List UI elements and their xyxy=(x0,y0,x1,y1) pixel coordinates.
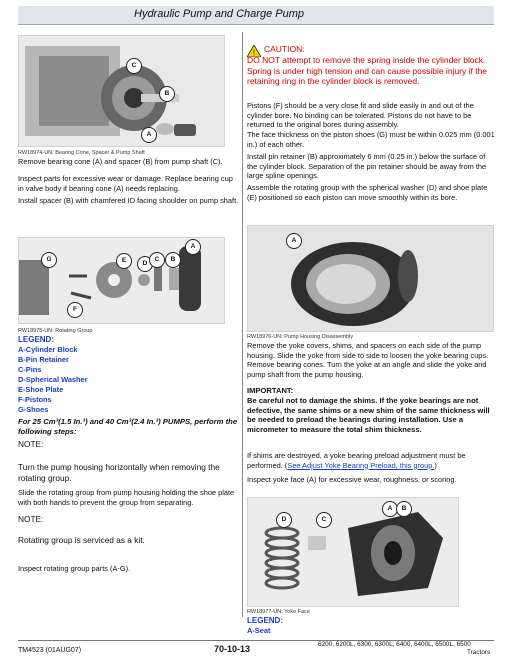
assemble-paragraph: Assemble the rotating group with the spherical washer (D) and shoe plate (E) positioned so each piston can move smoothly within its bore. xyxy=(247,183,488,202)
caution-text: DO NOT attempt to remove the spring inside the cylinder block. Spring is under high tension and can cause possible injury if the retaining ring in the cylinder block is removed. xyxy=(247,55,488,86)
figure-caption: RW18977-UN: Yoke Face xyxy=(247,609,310,615)
callout-G: G xyxy=(41,252,57,268)
legend-item: C-Pins xyxy=(18,365,42,374)
footer-page-number: 70-10-13 xyxy=(214,644,251,654)
adjust-yoke-preload-link[interactable]: See Adjust Yoke Bearing Preload, this group. xyxy=(287,460,435,470)
note-text: Turn the pump housing horizontally when removing the rotating group. xyxy=(18,462,220,483)
instruction-remove-bearing: Remove bearing cone (A) and spacer (B) from pump shaft (C). xyxy=(18,157,223,166)
callout-B: B xyxy=(159,86,175,102)
legend-item: A-Seat xyxy=(247,626,271,635)
figure-rotating-group xyxy=(18,237,225,324)
figure-caption: RW18974-UN: Bearing Cone, Spacer & Pump Shaft xyxy=(18,150,145,156)
legend-item: E-Shoe Plate xyxy=(18,385,64,394)
callout-B: B xyxy=(165,252,181,268)
bearing-cone-illustration xyxy=(19,36,224,146)
figure-bearing-cone xyxy=(18,35,225,147)
pistons-paragraph: Pistons (F) should be a very close fit and slide easily in and out of the cylinder bore. No binding can be tolerated. Pistons do not have to be returned to the original bores during assembly. xyxy=(247,101,474,130)
legend-title: LEGEND: xyxy=(18,335,54,344)
legend-item: G-Shoes xyxy=(18,405,49,414)
pump-size-heading: For 25 Cm³(1.5 In.³) and 40 Cm³(2.4 In.³) PUMPS, perform the following steps: xyxy=(18,417,238,436)
figure-pump-housing xyxy=(247,225,494,332)
shims-text-end: ) xyxy=(434,460,437,470)
instruction-inspect-rotating-group: Inspect rotating group parts (A-G). xyxy=(18,564,131,573)
page-title: Hydraulic Pump and Charge Pump xyxy=(134,8,304,20)
callout-D: D xyxy=(276,512,292,528)
footer-models: 6200, 6200L, 6300, 6300L, 6400, 6400L, 6500L, 6500 xyxy=(318,641,471,648)
note-label: NOTE: xyxy=(18,439,44,449)
callout-F: F xyxy=(67,302,83,318)
figure-caption: RW18976-UN: Pump Housing Disassembly xyxy=(247,334,353,340)
shims-text: If shims are destroyed, a yoke bearing preload adjustment must be performed. ( xyxy=(247,451,466,470)
remove-yoke-paragraph: Remove the yoke covers, shims, and spacers on each side of the pump housing. Slide the yoke from side to side to loosen the yoke bearing cups. Remove bearing cones. Turn the yoke at an angle and slide the yoke and pump shaft from the pump housing. xyxy=(247,341,489,379)
callout-A: A xyxy=(382,501,398,517)
figure-yoke-face xyxy=(247,497,459,607)
legend-item: F-Pistons xyxy=(18,395,52,404)
legend-title: LEGEND: xyxy=(247,616,283,625)
instruction-inspect-parts: Inspect parts for excessive wear or damage. Replace bearing cup in valve body if bearing cone (A) needs replacing. xyxy=(18,174,233,193)
important-text: Be careful not to damage the shims. If the yoke bearings are not defective, the same shims or a new shim of the same thickness will be needed to preload the bearings during installation. Use a micrometer to measure the total shim thickness. xyxy=(247,396,490,434)
pump-housing-illustration xyxy=(248,226,493,331)
instruction-install-spacer: Install spacer (B) with chamfered ID facing shoulder on pump shaft. xyxy=(18,196,239,205)
shims-destroyed-paragraph xyxy=(247,451,495,470)
callout-B: B xyxy=(396,501,412,517)
figure-caption: RW18975-UN: Rotating Group xyxy=(18,328,93,334)
inspect-yoke-paragraph: Inspect yoke face (A) for excessive wear, roughness, or scoring. xyxy=(247,475,457,484)
footer-tractors: Tractors xyxy=(467,649,491,656)
callout-C: C xyxy=(149,252,165,268)
footer-doc-id: TM4523 (01AUG07) xyxy=(18,647,82,654)
legend-item: B-Pin Retainer xyxy=(18,355,69,364)
caution-title: CAUTION: xyxy=(264,44,305,54)
callout-A: A xyxy=(185,239,201,255)
note-label: NOTE: xyxy=(18,514,44,524)
note-text: Rotating group is serviced as a kit. xyxy=(18,535,145,545)
legend-item: A-Cylinder Block xyxy=(18,345,78,354)
pin-retainer-paragraph: Install pin retainer (B) approximately 6 mm (0.25 in.) below the surface of the cylinder block. Separation of the pin retainer should be away from the large spline openings. xyxy=(247,152,487,181)
svg-text:!: ! xyxy=(252,48,256,57)
face-thickness-paragraph: The face thickness on the piston shoes (G) must be within 0.025 mm (0.001 in.) of each other. xyxy=(247,130,495,149)
legend-item: D-Spherical Washer xyxy=(18,375,88,384)
callout-D: D xyxy=(137,256,153,272)
column-divider xyxy=(242,32,243,617)
callout-C: C xyxy=(126,58,142,74)
important-label: IMPORTANT: xyxy=(247,386,294,395)
callout-C: C xyxy=(316,512,332,528)
callout-A: A xyxy=(141,127,157,143)
instruction-slide-rotating-group: Slide the rotating group from pump housing holding the shoe plate with both hands to prevent the group from separating. xyxy=(18,488,235,507)
callout-A: A xyxy=(286,233,302,249)
callout-E: E xyxy=(116,253,132,269)
